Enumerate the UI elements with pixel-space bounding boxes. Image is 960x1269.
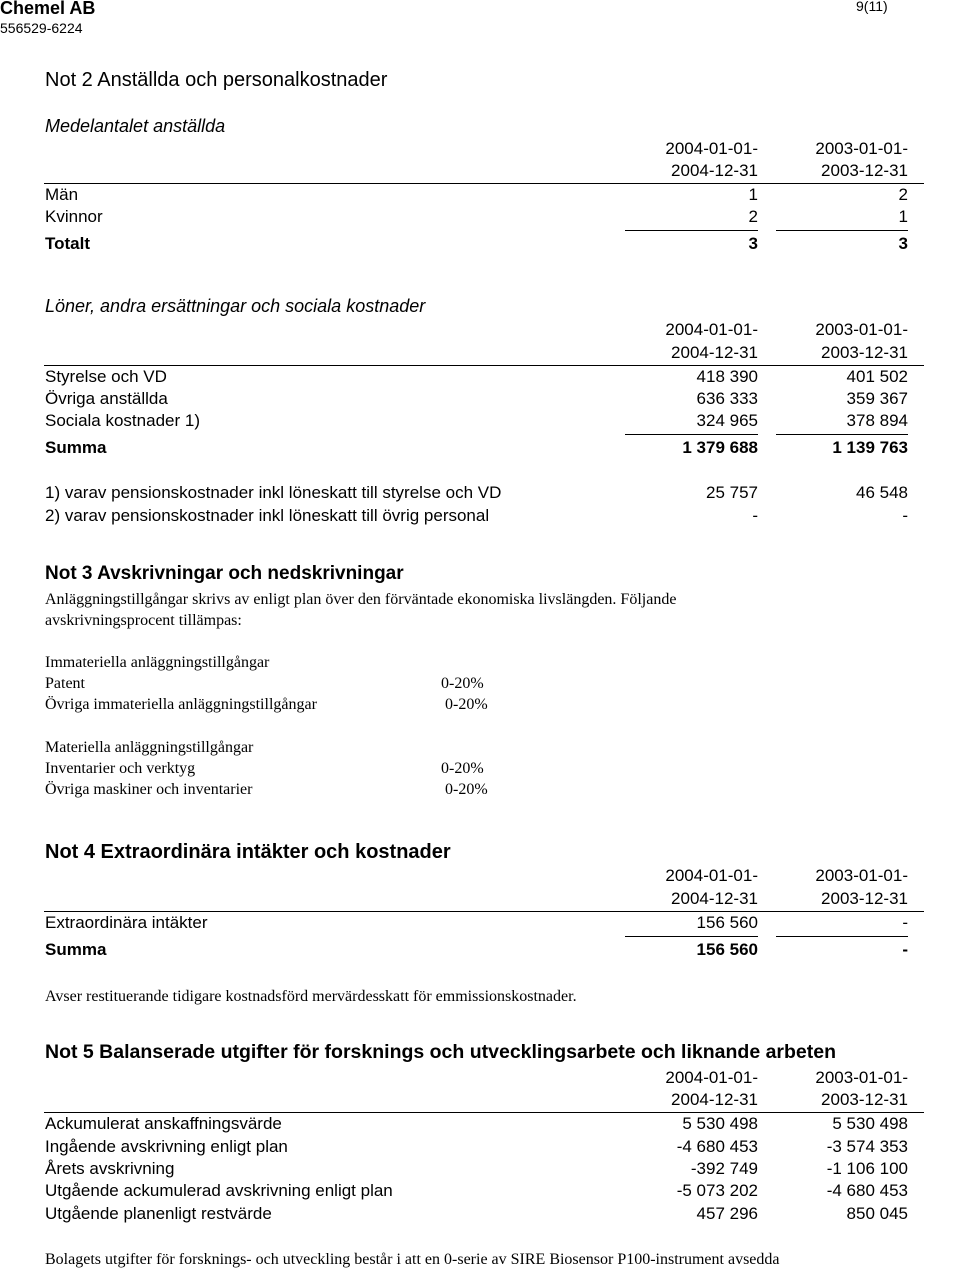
table-cell: 401 502 xyxy=(846,367,908,386)
table-row-label: Ackumulerat anskaffningsvärde xyxy=(45,1114,282,1133)
table-rule xyxy=(44,911,924,912)
total-cell: 1 379 688 xyxy=(682,438,758,457)
period-cur-start: 2004-01-01- xyxy=(665,1068,758,1087)
footnote-cell: 46 548 xyxy=(856,483,908,502)
material-heading: Materiella anläggningstillgångar xyxy=(45,739,254,756)
period-prev-end: 2003-12-31 xyxy=(821,161,908,180)
note3-title: Not 3 Avskrivningar och nedskrivningar xyxy=(45,563,404,584)
table-cell: 850 045 xyxy=(846,1204,908,1223)
period-prev-end: 2003-12-31 xyxy=(821,343,908,362)
total-cell: - xyxy=(902,940,908,959)
sum-rule xyxy=(625,230,758,231)
immaterial-heading: Immateriella anläggningstillgångar xyxy=(45,654,270,671)
period-prev-end: 2003-12-31 xyxy=(821,1090,908,1109)
table-rule xyxy=(44,365,924,366)
sum-rule xyxy=(625,434,758,435)
sum-rule xyxy=(776,434,908,435)
table-cell: 359 367 xyxy=(846,389,908,408)
note5-title: Not 5 Balanserade utgifter för forsknings och utvecklingsarbete och liknande arbeten xyxy=(45,1041,837,1063)
table-cell: 636 333 xyxy=(696,389,758,408)
rate-label: Patent xyxy=(45,675,85,692)
total-cell: 1 139 763 xyxy=(832,438,908,457)
table-cell: -3 574 353 xyxy=(826,1137,908,1156)
footnote-cell: 25 757 xyxy=(706,483,758,502)
table-cell: -392 749 xyxy=(690,1159,758,1178)
table-rule xyxy=(44,183,924,184)
rate-value: 0-20% xyxy=(445,781,488,798)
table-cell: 378 894 xyxy=(846,411,908,430)
table-row-label: Kvinnor xyxy=(45,207,103,226)
table-row-label: Utgående ackumulerad avskrivning enligt plan xyxy=(45,1181,393,1200)
table-cell: 457 296 xyxy=(696,1204,758,1223)
sum-rule xyxy=(776,936,908,937)
page-number: 9(11) xyxy=(856,0,888,14)
total-label: Summa xyxy=(45,438,107,457)
table-rule xyxy=(44,1112,924,1113)
total-label: Summa xyxy=(45,940,107,959)
total-label: Totalt xyxy=(45,234,91,253)
note4-comment: Avser restituerande tidigare kostnadsförd mervärdesskatt för emmissionskostnader. xyxy=(45,988,577,1005)
table-row-label: Utgående planenligt restvärde xyxy=(45,1204,272,1223)
period-prev-start: 2003-01-01- xyxy=(815,866,908,885)
table-cell: 418 390 xyxy=(696,367,758,386)
period-cur-start: 2004-01-01- xyxy=(665,320,758,339)
table-cell: 1 xyxy=(898,207,908,226)
table-cell: 5 530 498 xyxy=(682,1114,758,1133)
period-cur-end: 2004-12-31 xyxy=(671,1090,758,1109)
table-cell: -4 680 453 xyxy=(676,1137,758,1156)
period-cur-end: 2004-12-31 xyxy=(671,161,758,180)
table-cell: 324 965 xyxy=(696,411,758,430)
table-cell: 2 xyxy=(898,185,908,204)
rate-label: Inventarier och verktyg xyxy=(45,760,196,777)
table-cell: 1 xyxy=(748,185,758,204)
avg-employees-title: Medelantalet anställda xyxy=(45,116,226,136)
table-cell: -4 680 453 xyxy=(826,1181,908,1200)
table-cell: 2 xyxy=(748,207,758,226)
rate-value: 0-20% xyxy=(445,696,488,713)
rate-value: 0-20% xyxy=(441,675,484,692)
table-row-label: Styrelse och VD xyxy=(45,367,167,386)
footnote-cell: - xyxy=(902,506,908,525)
total-cell: 3 xyxy=(898,234,908,253)
company-name: Chemel AB xyxy=(0,0,96,18)
table-row-label: Årets avskrivning xyxy=(45,1159,175,1178)
note2-title: Not 2 Anställda och personalkostnader xyxy=(45,69,388,91)
table-row-label: Extraordinära intäkter xyxy=(45,913,208,932)
table-cell: 156 560 xyxy=(696,913,758,932)
footnote-cell: - xyxy=(752,506,758,525)
wages-title: Löner, andra ersättningar och sociala kostnader xyxy=(45,296,426,316)
period-cur-start: 2004-01-01- xyxy=(665,139,758,158)
footnote-label: 2) varav pensionskostnader inkl löneskatt till övrig personal xyxy=(45,506,490,525)
period-prev-end: 2003-12-31 xyxy=(821,889,908,908)
note4-title: Not 4 Extraordinära intäkter och kostnader xyxy=(45,841,451,863)
sum-rule xyxy=(776,230,908,231)
footnote-label: 1) varav pensionskostnader inkl löneskatt till styrelse och VD xyxy=(45,483,502,502)
period-prev-start: 2003-01-01- xyxy=(815,320,908,339)
note3-intro-line1: Anläggningstillgångar skrivs av enligt plan över den förväntade ekonomiska livslängden. Följande xyxy=(45,591,677,608)
table-cell: -5 073 202 xyxy=(676,1181,758,1200)
table-cell: -1 106 100 xyxy=(826,1159,908,1178)
rate-label: Övriga maskiner och inventarier xyxy=(45,781,253,798)
org-number: 556529-6224 xyxy=(0,20,83,36)
table-row-label: Sociala kostnader 1) xyxy=(45,411,200,430)
period-prev-start: 2003-01-01- xyxy=(815,139,908,158)
table-row-label: Ingående avskrivning enligt plan xyxy=(45,1137,288,1156)
table-row-label: Män xyxy=(45,185,79,204)
period-cur-end: 2004-12-31 xyxy=(671,889,758,908)
total-cell: 3 xyxy=(748,234,758,253)
rate-label: Övriga immateriella anläggningstillgångar xyxy=(45,696,317,713)
table-cell: - xyxy=(902,913,908,932)
sum-rule xyxy=(625,936,758,937)
period-cur-start: 2004-01-01- xyxy=(665,866,758,885)
period-cur-end: 2004-12-31 xyxy=(671,343,758,362)
rate-value: 0-20% xyxy=(441,760,484,777)
table-cell: 5 530 498 xyxy=(832,1114,908,1133)
table-row-label: Övriga anställda xyxy=(45,389,168,408)
note3-intro-line2: avskrivningsprocent tillämpas: xyxy=(45,612,242,629)
period-prev-start: 2003-01-01- xyxy=(815,1068,908,1087)
note5-comment: Bolagets utgifter för forsknings- och utveckling består i att en 0-serie av SIRE Biosensor P100-instrument avsedda xyxy=(45,1251,780,1268)
total-cell: 156 560 xyxy=(696,940,758,959)
